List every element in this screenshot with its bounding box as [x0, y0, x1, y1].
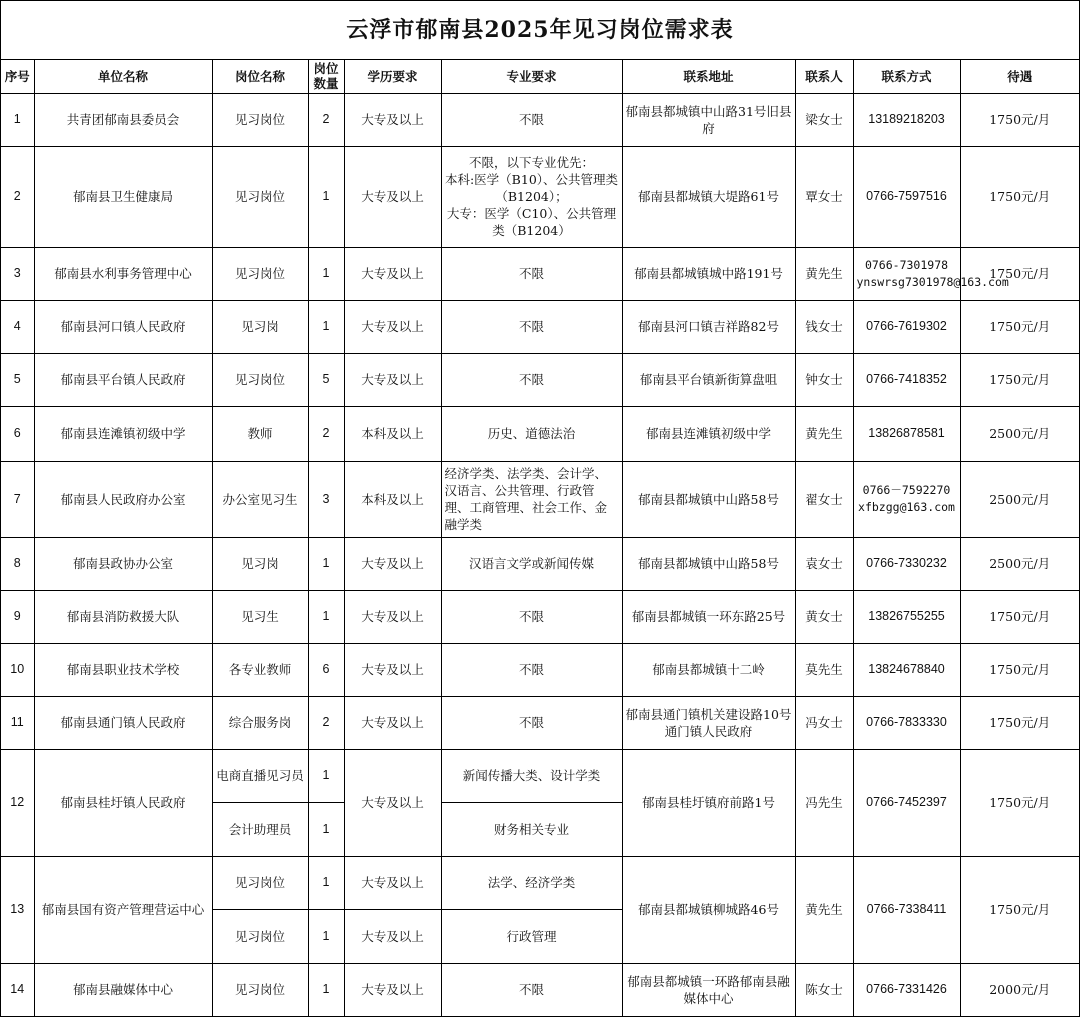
cell-count: 1 [308, 590, 344, 643]
cell-pay: 1750元/月 [960, 643, 1079, 696]
cell-contact: 黄女士 [795, 590, 853, 643]
cell-pay: 1750元/月 [960, 146, 1079, 247]
cell-count: 1 [308, 963, 344, 1016]
cell-address: 郁南县都城镇中山路58号 [622, 537, 795, 590]
table-row [1, 461, 1079, 537]
cell-phone: 13826755255 [853, 590, 960, 643]
cell-edu: 大专及以上 [344, 93, 441, 146]
cell-seq: 12 [1, 749, 34, 856]
cell-unit: 郁南县消防救援大队 [34, 590, 212, 643]
cell-major: 不限 [441, 300, 622, 353]
cell-count: 2 [308, 406, 344, 461]
cell-post: 教师 [212, 406, 308, 461]
cell-pay: 1750元/月 [960, 300, 1079, 353]
cell-contact: 陈女士 [795, 963, 853, 1016]
cell-edu: 本科及以上 [344, 461, 441, 537]
table-row [1, 146, 1079, 247]
cell-major: 不限，以下专业优先： 本科:医学（B10）、公共管理类（B1204）； 大专：医学（C10）、公共管理类（B1204） [441, 146, 622, 247]
table-row [1, 856, 1079, 909]
cell-edu: 大专及以上 [344, 353, 441, 406]
cell-post: 见习岗位 [212, 353, 308, 406]
cell-address: 郁南县通门镇机关建设路10号通门镇人民政府 [622, 696, 795, 749]
cell-post: 见习生 [212, 590, 308, 643]
cell-count: 5 [308, 353, 344, 406]
cell-contact: 冯女士 [795, 696, 853, 749]
cell-edu: 大专及以上 [344, 856, 441, 909]
cell-address: 郁南县都城镇柳城路46号 [622, 856, 795, 963]
cell-edu: 大专及以上 [344, 537, 441, 590]
cell-post: 见习岗位 [212, 909, 308, 963]
cell-unit: 郁南县融媒体中心 [34, 963, 212, 1016]
cell-phone: 0766-7452397 [853, 749, 960, 856]
cell-pay: 1750元/月 [960, 696, 1079, 749]
cell-phone: 13189218203 [853, 93, 960, 146]
cell-pay: 1750元/月 [960, 93, 1079, 146]
table-row [1, 749, 1079, 802]
cell-seq: 4 [1, 300, 34, 353]
cell-seq: 9 [1, 590, 34, 643]
cell-unit: 郁南县河口镇人民政府 [34, 300, 212, 353]
cell-post: 见习岗 [212, 300, 308, 353]
cell-count: 1 [308, 146, 344, 247]
cell-phone: 0766-7619302 [853, 300, 960, 353]
cell-post: 电商直播见习员 [212, 749, 308, 802]
cell-address: 郁南县河口镇吉祥路82号 [622, 300, 795, 353]
cell-address: 郁南县都城镇大堤路61号 [622, 146, 795, 247]
cell-unit: 郁南县职业技术学校 [34, 643, 212, 696]
cell-post: 见习岗位 [212, 247, 308, 300]
cell-edu: 本科及以上 [344, 406, 441, 461]
cell-major: 法学、经济学类 [441, 856, 622, 909]
cell-contact: 黄先生 [795, 247, 853, 300]
cell-edu: 大专及以上 [344, 909, 441, 963]
table-row [1, 537, 1079, 590]
table-row [1, 590, 1079, 643]
header-address: 联系地址 [622, 60, 795, 93]
cell-unit: 郁南县政协办公室 [34, 537, 212, 590]
cell-seq: 13 [1, 856, 34, 963]
cell-major: 不限 [441, 696, 622, 749]
cell-contact: 冯先生 [795, 749, 853, 856]
cell-major: 历史、道德法治 [441, 406, 622, 461]
cell-address: 郁南县都城镇中山路31号旧县府 [622, 93, 795, 146]
cell-pay: 1750元/月 [960, 353, 1079, 406]
cell-edu: 大专及以上 [344, 590, 441, 643]
cell-edu: 大专及以上 [344, 696, 441, 749]
cell-count: 1 [308, 802, 344, 856]
cell-address: 郁南县都城镇一环路郁南县融媒体中心 [622, 963, 795, 1016]
cell-contact: 翟女士 [795, 461, 853, 537]
cell-seq: 7 [1, 461, 34, 537]
cell-major: 财务相关专业 [441, 802, 622, 856]
cell-phone: 0766-7330232 [853, 537, 960, 590]
cell-contact: 莫先生 [795, 643, 853, 696]
cell-pay: 2500元/月 [960, 537, 1079, 590]
cell-seq: 11 [1, 696, 34, 749]
cell-count: 2 [308, 696, 344, 749]
cell-major: 汉语言文学或新闻传媒 [441, 537, 622, 590]
cell-address: 郁南县平台镇新街算盘咀 [622, 353, 795, 406]
header-seq: 序号 [1, 60, 34, 93]
cell-edu: 大专及以上 [344, 963, 441, 1016]
cell-contact: 黄先生 [795, 406, 853, 461]
cell-seq: 14 [1, 963, 34, 1016]
cell-unit: 郁南县卫生健康局 [34, 146, 212, 247]
cell-pay: 1750元/月 [960, 590, 1079, 643]
cell-major: 不限 [441, 93, 622, 146]
cell-count: 1 [308, 247, 344, 300]
header-contact: 联系人 [795, 60, 853, 93]
cell-unit: 郁南县人民政府办公室 [34, 461, 212, 537]
cell-post: 见习岗位 [212, 146, 308, 247]
cell-post: 办公室见习生 [212, 461, 308, 537]
table-row [1, 93, 1079, 146]
cell-edu: 大专及以上 [344, 247, 441, 300]
cell-address: 郁南县都城镇中山路58号 [622, 461, 795, 537]
table-row [1, 353, 1079, 406]
cell-count: 6 [308, 643, 344, 696]
cell-phone: 0766-7833330 [853, 696, 960, 749]
cell-unit: 郁南县平台镇人民政府 [34, 353, 212, 406]
table-row [1, 406, 1079, 461]
cell-phone: 0766-7338411 [853, 856, 960, 963]
header-row [1, 60, 1079, 93]
cell-address: 郁南县桂圩镇府前路1号 [622, 749, 795, 856]
cell-edu: 大专及以上 [344, 300, 441, 353]
cell-contact: 钟女士 [795, 353, 853, 406]
cell-seq: 2 [1, 146, 34, 247]
cell-phone: 0766-7597516 [853, 146, 960, 247]
header-pay: 待遇 [960, 60, 1079, 93]
cell-pay: 2500元/月 [960, 406, 1079, 461]
cell-count: 1 [308, 909, 344, 963]
cell-count: 2 [308, 93, 344, 146]
cell-pay: 1750元/月 [960, 749, 1079, 856]
cell-unit: 郁南县水利事务管理中心 [34, 247, 212, 300]
cell-contact: 梁女士 [795, 93, 853, 146]
cell-unit: 郁南县桂圩镇人民政府 [34, 749, 212, 856]
cell-post: 综合服务岗 [212, 696, 308, 749]
cell-phone: 13826878581 [853, 406, 960, 461]
cell-phone: 0766-7331426 [853, 963, 960, 1016]
cell-count: 1 [308, 856, 344, 909]
cell-major: 经济学类、法学类、会计学、汉语言、公共管理、行政管理、工商管理、社会工作、金融学类 [441, 461, 622, 537]
cell-post: 见习岗位 [212, 93, 308, 146]
positions-table [1, 60, 1079, 1016]
cell-post: 见习岗位 [212, 963, 308, 1016]
cell-count: 1 [308, 749, 344, 802]
table-row [1, 247, 1079, 300]
cell-count: 1 [308, 300, 344, 353]
cell-address: 郁南县都城镇一环东路25号 [622, 590, 795, 643]
cell-seq: 3 [1, 247, 34, 300]
cell-post: 见习岗 [212, 537, 308, 590]
table-row [1, 963, 1079, 1016]
cell-phone: 13824678840 [853, 643, 960, 696]
cell-count: 1 [308, 537, 344, 590]
cell-pay: 2500元/月 [960, 461, 1079, 537]
cell-unit: 郁南县通门镇人民政府 [34, 696, 212, 749]
cell-seq: 8 [1, 537, 34, 590]
cell-seq: 5 [1, 353, 34, 406]
cell-major: 新闻传播大类、设计学类 [441, 749, 622, 802]
header-edu: 学历要求 [344, 60, 441, 93]
cell-unit: 郁南县连滩镇初级中学 [34, 406, 212, 461]
cell-major: 不限 [441, 247, 622, 300]
cell-post: 见习岗位 [212, 856, 308, 909]
cell-edu: 大专及以上 [344, 643, 441, 696]
cell-contact: 覃女士 [795, 146, 853, 247]
cell-contact: 黄先生 [795, 856, 853, 963]
cell-contact: 钱女士 [795, 300, 853, 353]
cell-pay: 1750元/月 [960, 856, 1079, 963]
header-post: 岗位名称 [212, 60, 308, 93]
header-phone: 联系方式 [853, 60, 960, 93]
cell-major: 不限 [441, 353, 622, 406]
cell-phone: 0766-7301978 ynswrsg7301978@163.com [853, 247, 960, 300]
table-row [1, 300, 1079, 353]
cell-edu: 大专及以上 [344, 749, 441, 856]
cell-phone: 0766-7418352 [853, 353, 960, 406]
cell-major: 不限 [441, 590, 622, 643]
cell-seq: 1 [1, 93, 34, 146]
cell-pay: 2000元/月 [960, 963, 1079, 1016]
cell-address: 郁南县都城镇十二岭 [622, 643, 795, 696]
table-row [1, 643, 1079, 696]
cell-major: 行政管理 [441, 909, 622, 963]
table-row [1, 696, 1079, 749]
cell-major: 不限 [441, 963, 622, 1016]
cell-post: 各专业教师 [212, 643, 308, 696]
cell-count: 3 [308, 461, 344, 537]
cell-major: 不限 [441, 643, 622, 696]
header-unit: 单位名称 [34, 60, 212, 93]
cell-edu: 大专及以上 [344, 146, 441, 247]
cell-phone: 0766－7592270 xfbzgg@163.com [853, 461, 960, 537]
cell-address: 郁南县连滩镇初级中学 [622, 406, 795, 461]
cell-seq: 10 [1, 643, 34, 696]
cell-post: 会计助理员 [212, 802, 308, 856]
cell-seq: 6 [1, 406, 34, 461]
header-count: 岗位 数量 [308, 60, 344, 93]
page-title: 云浮市郁南县2025年见习岗位需求表 [1, 1, 1079, 60]
cell-address: 郁南县都城镇城中路191号 [622, 247, 795, 300]
cell-unit: 郁南县国有资产管理营运中心 [34, 856, 212, 963]
cell-pay: 1750元/月 [960, 247, 1079, 300]
cell-unit: 共青团郁南县委员会 [34, 93, 212, 146]
header-major: 专业要求 [441, 60, 622, 93]
cell-contact: 袁女士 [795, 537, 853, 590]
